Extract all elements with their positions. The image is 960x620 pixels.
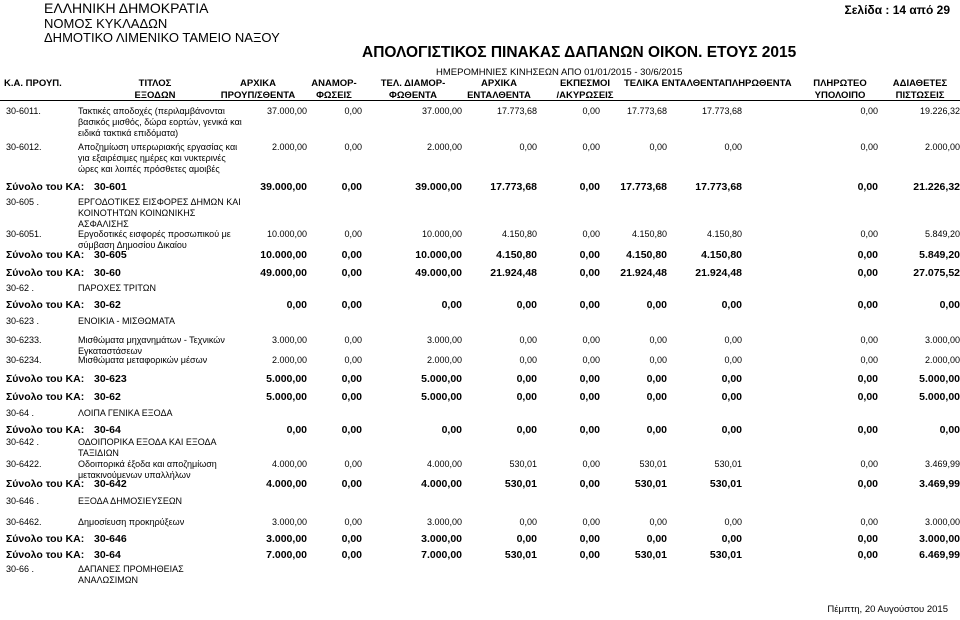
amount-cell: 10.000,00 <box>415 249 462 261</box>
amount-cell: 4.150,80 <box>496 249 537 261</box>
amount-cell: 4.000,00 <box>271 459 307 469</box>
amount-cell: 0,00 <box>344 106 362 116</box>
amount-cell: 0,00 <box>516 424 537 436</box>
account-code: 30-6462. <box>6 517 42 527</box>
amount-cell: 0,00 <box>724 355 742 365</box>
total-label: Σύνολο του ΚΑ: <box>6 391 85 403</box>
amount-cell: 10.000,00 <box>266 229 307 239</box>
amount-cell: 49.000,00 <box>260 267 307 279</box>
amount-cell: 0,00 <box>344 355 362 365</box>
amount-cell: 17.773,68 <box>620 181 667 193</box>
amount-cell: 0,00 <box>441 424 462 436</box>
col-initial-line2: ΠΡΟΥΠ/ΣΘΕΝΤΑ <box>220 90 296 101</box>
amount-cell: 530,01 <box>714 459 742 469</box>
amount-cell: 0,00 <box>860 459 878 469</box>
amount-cell: 0,00 <box>649 142 667 152</box>
total-label: Σύνολο του ΚΑ: <box>6 549 85 561</box>
amount-cell: 0,00 <box>860 355 878 365</box>
amount-cell: 0,00 <box>341 424 362 436</box>
account-code: 30-646 . <box>6 496 40 506</box>
amount-cell: 0,00 <box>579 249 600 261</box>
amount-cell: 0,00 <box>579 424 600 436</box>
total-code: 30-62 <box>94 299 121 311</box>
amount-cell: 530,01 <box>509 459 537 469</box>
amount-cell: 0,00 <box>646 424 667 436</box>
col-entered <box>462 78 536 102</box>
col-final-budget <box>368 78 458 102</box>
account-title: Μισθώματα μεταφορικών μέσων <box>78 355 208 365</box>
amount-cell: 0,00 <box>344 335 362 345</box>
amount-cell: 530,01 <box>639 459 667 469</box>
amount-cell: 0,00 <box>857 533 878 545</box>
org-line-3: ΔΗΜΟΤΙΚΟ ΛΙΜΕΝΙΚΟ ΤΑΜΕΙΟ ΝΑΞΟΥ <box>44 30 280 45</box>
amount-cell: 5.000,00 <box>266 373 307 385</box>
amount-cell: 0,00 <box>341 549 362 561</box>
amount-cell: 530,01 <box>504 478 537 490</box>
amount-cell: 5.000,00 <box>421 373 462 385</box>
col-cleared-line1: ΕΚΠΕΣΜΟΙ <box>559 78 611 89</box>
amount-cell: 2.000,00 <box>426 142 462 152</box>
amount-cell: 530,01 <box>709 549 742 561</box>
account-code: 30-642 . <box>6 437 40 447</box>
amount-cell: 0,00 <box>441 299 462 311</box>
amount-cell: 0,00 <box>344 517 362 527</box>
col-payable-line2: ΥΠΟΛΟΙΠΟ <box>814 90 866 101</box>
total-code: 30-646 <box>94 533 127 545</box>
amount-cell: 4.150,80 <box>501 229 537 239</box>
amount-cell: 5.000,00 <box>421 391 462 403</box>
amount-cell: 19.226,32 <box>919 106 960 116</box>
col-initial-line1: ΑΡΧΙΚΑ <box>240 78 276 89</box>
col-payable <box>805 78 875 102</box>
amount-cell: 5.000,00 <box>266 391 307 403</box>
org-line-2: ΝΟΜΟΣ ΚΥΚΛΑΔΩΝ <box>44 16 168 31</box>
account-title: ΕΡΓΟΔΟΤΙΚΕΣ ΕΙΣΦΟΡΕΣ ΔΗΜΩΝ ΚΑΙ ΚΟΙΝΟΤΗΤΩΝ ΚΟΙΝΩΝΙΚΗΣ ΑΣΦΑΛΙΣΗΣ <box>78 197 241 229</box>
amount-cell: 0,00 <box>519 517 537 527</box>
amount-cell: 0,00 <box>857 549 878 561</box>
amount-cell: 0,00 <box>582 106 600 116</box>
amount-cell: 0,00 <box>857 181 878 193</box>
account-title: ΔΑΠΑΝΕΣ ΠΡΟΜΗΘΕΙΑΣ ΑΝΑΛΩΣΙΜΩΝ <box>78 564 184 585</box>
amount-cell: 3.000,00 <box>271 335 307 345</box>
col-final-line1: ΤΕΛ. ΔΙΑΜΟΡ- <box>380 78 446 89</box>
total-label: Σύνολο του ΚΑ: <box>6 478 85 490</box>
total-code: 30-605 <box>94 249 127 261</box>
amount-cell: 0,00 <box>579 533 600 545</box>
amount-cell: 39.000,00 <box>260 181 307 193</box>
amount-cell: 530,01 <box>709 478 742 490</box>
account-title: Οδοιπορικά έξοδα και αποζημίωση μετακινούμενων υπαλλήλων <box>78 459 217 480</box>
amount-cell: 3.000,00 <box>426 517 462 527</box>
amount-cell: 0,00 <box>646 533 667 545</box>
amount-cell: 6.469,99 <box>919 549 960 561</box>
amount-cell: 17.773,68 <box>701 106 742 116</box>
col-payable-line1: ΠΛΗΡΩΤΕΟ <box>813 78 867 89</box>
amount-cell: 0,00 <box>582 355 600 365</box>
amount-cell: 0,00 <box>516 299 537 311</box>
amount-cell: 0,00 <box>721 299 742 311</box>
amount-cell: 27.075,52 <box>913 267 960 279</box>
col-cleared-line2: /ΑΚΥΡΩΣΕΙΣ <box>556 90 614 101</box>
account-code: 30-623 . <box>6 316 40 326</box>
col-entered-line1: ΑΡΧΙΚΑ <box>481 78 517 89</box>
amount-cell: 2.000,00 <box>924 142 960 152</box>
amount-cell: 0,00 <box>582 229 600 239</box>
col-uncommitted <box>882 78 958 102</box>
amount-cell: 0,00 <box>582 142 600 152</box>
amount-cell: 4.000,00 <box>426 459 462 469</box>
amount-cell: 0,00 <box>582 517 600 527</box>
amount-cell: 0,00 <box>341 373 362 385</box>
account-code: 30-6234. <box>6 355 42 365</box>
amount-cell: 3.000,00 <box>421 533 462 545</box>
col-entered-line2: ΕΝΤΑΛΘΕΝΤΑ <box>467 90 531 101</box>
amount-cell: 0,00 <box>646 373 667 385</box>
amount-cell: 0,00 <box>341 181 362 193</box>
amount-cell: 21.924,48 <box>695 267 742 279</box>
account-code: 30-62 . <box>6 283 35 293</box>
amount-cell: 5.849,20 <box>924 229 960 239</box>
amount-cell: 0,00 <box>519 335 537 345</box>
amount-cell: 0,00 <box>646 391 667 403</box>
amount-cell: 3.000,00 <box>924 335 960 345</box>
amount-cell: 21.924,48 <box>490 267 537 279</box>
amount-cell: 0,00 <box>857 267 878 279</box>
amount-cell: 0,00 <box>579 549 600 561</box>
total-code: 30-64 <box>94 424 121 436</box>
amount-cell: 4.000,00 <box>421 478 462 490</box>
total-label: Σύνολο του ΚΑ: <box>6 249 85 261</box>
amount-cell: 0,00 <box>344 229 362 239</box>
amount-cell: 0,00 <box>857 249 878 261</box>
amount-cell: 0,00 <box>939 299 960 311</box>
account-code: 30-64 . <box>6 408 35 418</box>
report-title: ΑΠΟΛΟΓΙΣΤΙΚΟΣ ΠΙΝΑΚΑΣ ΔΑΠΑΝΩΝ ΟΙΚΟΝ. ΕΤΟΥΣ 2015 <box>362 44 797 61</box>
total-code: 30-642 <box>94 478 127 490</box>
amount-cell: 0,00 <box>649 355 667 365</box>
amount-cell: 21.226,32 <box>913 181 960 193</box>
amount-cell: 0,00 <box>724 142 742 152</box>
amount-cell: 0,00 <box>579 299 600 311</box>
amount-cell: 21.924,48 <box>620 267 667 279</box>
amount-cell: 0,00 <box>724 517 742 527</box>
amount-cell: 0,00 <box>721 373 742 385</box>
col-title <box>120 78 190 102</box>
amount-cell: 4.150,80 <box>701 249 742 261</box>
amount-cell: 0,00 <box>721 533 742 545</box>
account-title: Αποζημίωση υπερωριακής εργασίας και για εξαιρέσιμες ημέρες και νυκτερινές ώρες και λοιπές πρόσθετες αμοιβές <box>78 142 238 174</box>
account-title: ΛΟΙΠΑ ΓΕΝΙΚΑ ΕΞΟΔΑ <box>78 408 173 418</box>
page-number: Σελίδα : 14 από 29 <box>844 3 950 17</box>
amount-cell: 17.773,68 <box>496 106 537 116</box>
amount-cell: 4.000,00 <box>266 478 307 490</box>
amount-cell: 0,00 <box>646 299 667 311</box>
amount-cell: 37.000,00 <box>266 106 307 116</box>
total-label: Σύνολο του ΚΑ: <box>6 373 85 385</box>
amount-cell: 5.849,20 <box>919 249 960 261</box>
amount-cell: 0,00 <box>579 373 600 385</box>
amount-cell: 0,00 <box>516 391 537 403</box>
amount-cell: 0,00 <box>939 424 960 436</box>
amount-cell: 0,00 <box>519 142 537 152</box>
amount-cell: 0,00 <box>860 142 878 152</box>
amount-cell: 0,00 <box>516 373 537 385</box>
amount-cell: 0,00 <box>516 533 537 545</box>
amount-cell: 10.000,00 <box>260 249 307 261</box>
amount-cell: 0,00 <box>341 299 362 311</box>
amount-cell: 0,00 <box>721 391 742 403</box>
col-reallocations-line2: ΦΩΣΕΙΣ <box>316 90 352 101</box>
amount-cell: 3.000,00 <box>266 533 307 545</box>
col-paid: ΠΛΗΡΩΘΕΝΤΑ <box>725 78 792 89</box>
amount-cell: 0,00 <box>857 478 878 490</box>
amount-cell: 3.000,00 <box>919 533 960 545</box>
amount-cell: 0,00 <box>649 517 667 527</box>
amount-cell: 7.000,00 <box>421 549 462 561</box>
col-code: Κ.Α. ΠΡΟΥΠ. <box>4 78 62 89</box>
amount-cell: 0,00 <box>344 459 362 469</box>
amount-cell: 0,00 <box>519 355 537 365</box>
amount-cell: 3.469,99 <box>919 478 960 490</box>
account-title: ΕΝΟΙΚΙΑ - ΜΙΣΘΩΜΑΤΑ <box>78 316 175 326</box>
amount-cell: 0,00 <box>286 299 307 311</box>
amount-cell: 10.000,00 <box>421 229 462 239</box>
amount-cell: 0,00 <box>721 424 742 436</box>
total-label: Σύνολο του ΚΑ: <box>6 181 85 193</box>
amount-cell: 0,00 <box>860 517 878 527</box>
amount-cell: 530,01 <box>634 549 667 561</box>
account-code: 30-6051. <box>6 229 42 239</box>
amount-cell: 5.000,00 <box>919 373 960 385</box>
amount-cell: 0,00 <box>286 424 307 436</box>
total-label: Σύνολο του ΚΑ: <box>6 299 85 311</box>
amount-cell: 2.000,00 <box>924 355 960 365</box>
amount-cell: 0,00 <box>724 335 742 345</box>
account-code: 30-6011. <box>6 106 41 116</box>
amount-cell: 0,00 <box>582 459 600 469</box>
col-uncommitted-line1: ΑΔΙΑΘΕΤΕΣ <box>892 78 948 89</box>
col-initial <box>208 78 308 102</box>
col-final-line2: ΦΩΘΕΝΤΑ <box>389 90 437 101</box>
account-title: ΕΞΟΔΑ ΔΗΜΟΣΙΕΥΣΕΩΝ <box>78 496 183 506</box>
total-code: 30-62 <box>94 391 121 403</box>
amount-cell: 3.000,00 <box>426 335 462 345</box>
account-title: ΠΑΡΟΧΕΣ ΤΡΙΤΩΝ <box>78 283 156 293</box>
account-title: Τακτικές αποδοχές (περιλαμβάνονται βασικός μισθός, δώρα εορτών, γενικά και ειδικά τακτικά επιδόματα) <box>78 106 242 138</box>
amount-cell: 0,00 <box>860 335 878 345</box>
amount-cell: 0,00 <box>579 181 600 193</box>
amount-cell: 0,00 <box>860 229 878 239</box>
account-title: Εργοδοτικές εισφορές προσωπικού με σύμβαση Δημοσίου Δικαίου <box>78 229 231 250</box>
amount-cell: 0,00 <box>341 533 362 545</box>
amount-cell: 2.000,00 <box>426 355 462 365</box>
amount-cell: 0,00 <box>860 106 878 116</box>
total-label: Σύνολο του ΚΑ: <box>6 424 85 436</box>
amount-cell: 3.000,00 <box>924 517 960 527</box>
amount-cell: 0,00 <box>649 335 667 345</box>
amount-cell: 0,00 <box>341 391 362 403</box>
amount-cell: 37.000,00 <box>421 106 462 116</box>
account-title: Δημοσίευση προκηρύξεων <box>78 517 185 527</box>
amount-cell: 0,00 <box>579 391 600 403</box>
col-title-line2: ΕΞΟΔΩΝ <box>134 90 176 101</box>
col-reallocations <box>306 78 362 102</box>
date-range: ΗΜΕΡΟΜΗΝΙΕΣ ΚΙΝΗΣΕΩΝ ΑΠΟ 01/01/2015 - 30/6/2015 <box>436 67 683 78</box>
amount-cell: 0,00 <box>857 373 878 385</box>
amount-cell: 4.150,80 <box>631 229 667 239</box>
amount-cell: 0,00 <box>341 267 362 279</box>
amount-cell: 17.773,68 <box>490 181 537 193</box>
account-title: Μισθώματα μηχανημάτων - Τεχνικών Εγκαταστάσεων <box>78 335 225 356</box>
org-line-1: ΕΛΛΗΝΙΚΗ ΔΗΜΟΚΡΑΤΙΑ <box>44 0 209 16</box>
total-code: 30-623 <box>94 373 127 385</box>
account-code: 30-605 . <box>6 197 40 207</box>
col-title-line1: ΤΙΤΛΟΣ <box>138 78 172 89</box>
col-reallocations-line1: ΑΝΑΜΟΡ- <box>311 78 357 89</box>
amount-cell: 5.000,00 <box>919 391 960 403</box>
amount-cell: 4.150,80 <box>626 249 667 261</box>
amount-cell: 49.000,00 <box>415 267 462 279</box>
amount-cell: 17.773,68 <box>695 181 742 193</box>
account-code: 30-6233. <box>6 335 42 345</box>
amount-cell: 0,00 <box>582 335 600 345</box>
amount-cell: 39.000,00 <box>415 181 462 193</box>
account-code: 30-66 . <box>6 564 35 574</box>
col-uncommitted-line2: ΠΙΣΤΩΣΕΙΣ <box>895 90 945 101</box>
account-code: 30-6012. <box>6 142 42 152</box>
col-final-entered: ΤΕΛΙΚΑ ΕΝΤΑΛΘΕΝΤΑ <box>624 78 726 89</box>
total-code: 30-60 <box>94 267 121 279</box>
amount-cell: 0,00 <box>857 299 878 311</box>
account-code: 30-6422. <box>6 459 42 469</box>
amount-cell: 0,00 <box>341 478 362 490</box>
amount-cell: 3.469,99 <box>924 459 960 469</box>
amount-cell: 0,00 <box>857 391 878 403</box>
amount-cell: 0,00 <box>579 267 600 279</box>
amount-cell: 2.000,00 <box>271 142 307 152</box>
print-date: Πέμπτη, 20 Αυγούστου 2015 <box>827 604 948 615</box>
total-code: 30-64 <box>94 549 121 561</box>
amount-cell: 17.773,68 <box>626 106 667 116</box>
account-title: ΟΔΟΙΠΟΡΙΚΑ ΕΞΟΔΑ ΚΑΙ ΕΞΟΔΑ ΤΑΞΙΔΙΩΝ <box>78 437 217 458</box>
total-label: Σύνολο του ΚΑ: <box>6 533 85 545</box>
amount-cell: 7.000,00 <box>266 549 307 561</box>
amount-cell: 530,01 <box>634 478 667 490</box>
total-code: 30-601 <box>94 181 127 193</box>
amount-cell: 0,00 <box>857 424 878 436</box>
amount-cell: 2.000,00 <box>271 355 307 365</box>
amount-cell: 530,01 <box>504 549 537 561</box>
total-label: Σύνολο του ΚΑ: <box>6 267 85 279</box>
amount-cell: 0,00 <box>341 249 362 261</box>
amount-cell: 3.000,00 <box>271 517 307 527</box>
amount-cell: 4.150,80 <box>706 229 742 239</box>
amount-cell: 0,00 <box>344 142 362 152</box>
header-divider <box>0 100 960 101</box>
col-cleared <box>550 78 620 102</box>
amount-cell: 0,00 <box>579 478 600 490</box>
